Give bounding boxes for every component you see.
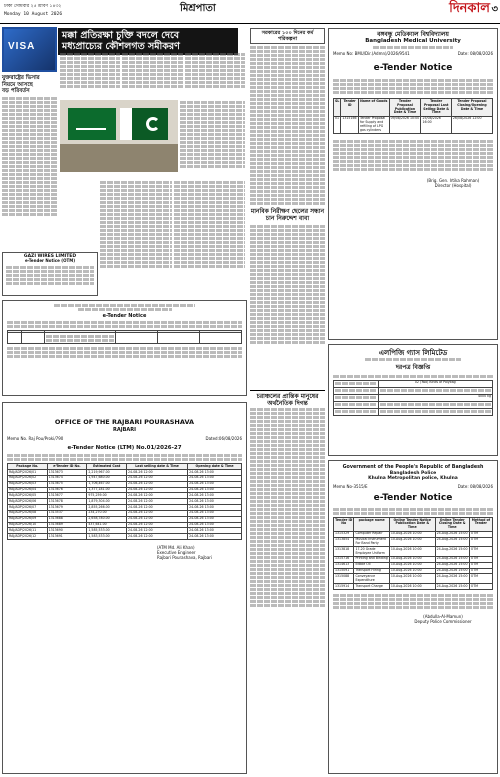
table-cell: RAJ/ADP/2026/01 (8, 470, 48, 476)
table-cell: 10-Aug-2026 10:00 (389, 547, 435, 557)
table-cell: OTM (469, 547, 492, 557)
table-cell: Musical Instrument For Band Party (354, 537, 389, 547)
table-cell: OTM (469, 531, 492, 537)
police-memo: Memo No-3515/E (333, 483, 368, 489)
masthead-strip (0, 0, 500, 24)
lpg-item: 02 (Two) Kinds of Polybag (378, 380, 492, 387)
table-cell: 2,855,266.00 (87, 505, 127, 511)
rajbari-title: OFFICE OF THE RAJBARI POURASHAVA (54, 418, 195, 426)
lower-left-story (100, 180, 245, 298)
visa-subhead-1: যুক্তরাষ্ট্রের ভিসার (2, 75, 40, 81)
table-cell: Edible Oil (354, 562, 389, 568)
table-header-cell: package name (354, 518, 389, 532)
police-row (334, 547, 493, 557)
paper-logo: দিনকাল (449, 1, 490, 16)
police-office: Khulna Metropolitan police, Khulna (368, 476, 458, 482)
table-cell: 24-Aug-2026 15:00 (435, 547, 469, 557)
visa-story-text (2, 96, 57, 246)
table-cell: 17-20 Grade Employee Uniform (354, 547, 389, 557)
table-cell: 1,947,680.00 (87, 475, 127, 481)
bmu-memo: Memo No: BMU/Dir.(Admn)/2026/9541 (333, 50, 410, 56)
visa-subhead-3: বড় পরিবর্তন (2, 88, 30, 95)
rajbari-notice (2, 402, 247, 774)
table-cell: 234,270.00 (87, 510, 127, 516)
police-title: Government of the People's Republic of Bangladesh (342, 465, 484, 470)
table-cell: 1313689 (47, 522, 87, 528)
table-cell: 10-Aug-2026 10:00 (389, 531, 435, 537)
lpg-notice-title: দরপত্র বিজ্ঞপ্তি (395, 364, 431, 372)
table-cell: RAJ/ADP/2026/09 (8, 516, 48, 522)
table-header-cell: Tender Proposal Closing/Opening Date & Time (451, 99, 492, 116)
table-cell: 24-08-26 13:00 (188, 499, 242, 505)
lpg-qty: 4000 kg (378, 394, 492, 401)
table-header-cell: Method of Tender (469, 518, 492, 532)
table-cell: 1313676 (47, 487, 87, 493)
bmu-title-bn: বঙ্গবন্ধু মেডিক্যাল বিশ্ববিদ্যালয় (377, 31, 449, 38)
table-cell: OTM (469, 574, 492, 584)
table-cell: 24-08-26 12:00 (127, 522, 188, 528)
table-cell: Tender Proposal for Supply and refilling of LPG gas cylinders (359, 116, 390, 133)
table-header-cell: Opening date & Time (188, 464, 242, 470)
date-en: Monday 10 August 2026 (4, 11, 63, 17)
table-header-cell: Estimated Cost (87, 464, 127, 470)
table-cell: 437,641.00 (87, 522, 127, 528)
table-header-cell: Online Tender Notice Publication Date & Time (389, 518, 435, 532)
table-cell: OTM (469, 562, 492, 568)
police-row (334, 574, 493, 584)
visa-subhead-2: নিয়মে আসছে (2, 81, 33, 88)
table-header-cell: Name of Goods (359, 99, 390, 116)
table-cell: Printing and Binding (355, 556, 388, 561)
story2-headline: মানবিক নিরীক্ষণ ছেলের সন্ধান চান নিরুদ্দেশ বাবা (250, 208, 325, 223)
rajbari-place: RAJBARI (113, 426, 136, 433)
police-signature (393, 615, 493, 625)
table-cell: 1,879,304.00 (87, 499, 127, 505)
table-header-cell: Online Tender Closing Date & Time (435, 518, 469, 532)
story1-headline: সরকারের ১০০ দিনের কর্ম পরিকল্পনা (250, 28, 325, 44)
pakistan-flag (120, 108, 168, 140)
table-cell: 24-08-26 12:00 (127, 481, 188, 487)
table-header-cell: Tender ID No (334, 518, 354, 532)
table-cell: 1315091 (334, 568, 354, 574)
table-cell: 1315329 (334, 531, 354, 537)
table-cell: 24-08-26 12:00 (127, 493, 188, 499)
table-cell: OTM (469, 568, 492, 574)
rajbari-date: Dated:06/08/2026 (205, 435, 242, 441)
table-cell: 24-08-26 13:00 (188, 470, 242, 476)
middle-lower-story (250, 390, 325, 670)
police-signatory-title: Deputy Police Commissioner (414, 618, 472, 624)
table-cell: 01 (334, 116, 341, 133)
police-table (333, 517, 493, 590)
rajbari-signatory-title: Executive Engineer (157, 549, 196, 555)
table-cell: RAJ/ADP/2026/03 (8, 481, 48, 487)
table-cell: OTM (469, 584, 492, 590)
bmu-signature (413, 179, 493, 189)
table-cell: RAJ/ADP/2026/11 (8, 528, 48, 534)
police-signatory: (Abdulla-Al-Mamun) (423, 613, 463, 619)
table-cell: 1,583,533.00 (87, 534, 127, 540)
page-number: ৩ (491, 4, 498, 15)
table-cell: 26/08/2026 12:00 (451, 116, 492, 133)
police-notice (328, 460, 498, 774)
table-cell: OTM (469, 556, 492, 562)
rajbari-signature (157, 546, 242, 560)
visa-subhead (2, 75, 57, 95)
lead-headline-1: মক্কা প্রতিরক্ষা চুক্তি বদলে দেবে (62, 30, 180, 41)
table-cell: 24-08-26 12:00 (127, 516, 188, 522)
bmu-table (333, 98, 493, 134)
rajbari-row (8, 534, 242, 540)
visa-photo (2, 27, 57, 72)
bmu-row (334, 116, 493, 133)
table-cell: 10-Aug-2026 10:00 (389, 568, 435, 574)
table-cell: RAJ/ADP/2026/08 (8, 510, 48, 516)
table-cell: 975,259.00 (87, 493, 127, 499)
table-header-cell: Last selling date & Time (127, 464, 188, 470)
table-cell: 24-Aug-2026 15:00 (435, 537, 469, 547)
bmu-notice (328, 28, 498, 340)
middle-column (250, 28, 325, 388)
table-cell: 1313854 (334, 537, 354, 547)
table-cell: 1313674 (47, 475, 87, 481)
police-date: Date: 08/08/2026 (457, 483, 493, 489)
lead-story-text (60, 52, 245, 98)
table-cell: 1,706,467.00 (87, 481, 127, 487)
table-cell: 24-08-26 13:00 (188, 493, 242, 499)
rajbari-memo: Memo No. Raj Pou/Proki/790 (7, 435, 64, 441)
bmu-date: Date: 08/08/2026 (457, 50, 493, 56)
table-cell: 1315088 (334, 574, 354, 584)
table-cell: 24-Aug-2026 15:00 (436, 562, 468, 567)
bmu-title-en: Bangladesh Medical University (365, 38, 461, 45)
police-sub: Bangladesh Police (389, 470, 437, 476)
table-cell: 24-08-26 13:00 (188, 481, 242, 487)
table-cell: 1313679 (47, 505, 87, 511)
table-header-cell: Tender Proposal Last Selling Date & Time (421, 99, 451, 116)
lead-story-side-text (180, 100, 245, 172)
table-cell: 1313673 (47, 470, 87, 476)
bmu-notice-title: e-Tender Notice (373, 62, 453, 73)
page-date (4, 4, 62, 17)
table-cell: 1313675 (47, 481, 87, 487)
table-cell: Transport Charge (354, 584, 389, 590)
table-cell: RAJ/ADP/2026/04 (8, 487, 48, 493)
table-cell: 24-08-26 13:00 (188, 528, 242, 534)
table-cell: 10-Aug-2026 10:00 (389, 574, 435, 584)
table-cell: 25/08/2026 16:00 (421, 116, 451, 133)
table-cell: 1315914 (334, 584, 354, 590)
bmu-director: (Brig. Gen. Irtika Rahman) (426, 178, 480, 184)
table-cell: 24-08-26 12:00 (127, 470, 188, 476)
date-bn: ঢাকা সোমবার ২৫ শ্রাবণ ১৪৩২ (4, 4, 62, 9)
mymensingh-notice: e-Tender Notice (2, 300, 247, 396)
table-cell: 24-08-26 13:00 (188, 522, 242, 528)
table-cell: 1315166 (341, 116, 359, 133)
table-cell: 24-Aug-2026 15:00 (435, 574, 469, 584)
gazi-company-name: GAZI WIRES LIMITED (23, 254, 77, 259)
table-cell: RAJ/ADP/2026/05 (8, 493, 48, 499)
table-cell: Conveyance Expenditure (354, 574, 389, 584)
table-cell: 24-Aug-2026 15:00 (436, 531, 468, 536)
table-cell: 24-08-26 13:00 (188, 487, 242, 493)
rajbari-footer: Rajbari Pourashava, Rajbari (157, 554, 213, 560)
lead-headline-2: মধ্যপ্রাচ্যের কৌশলগত সমীকরণ (62, 41, 180, 53)
table-header-cell: SL (334, 99, 341, 116)
table-cell: 24-08-26 13:00 (188, 534, 242, 540)
table-cell: 24-08-26 12:00 (127, 475, 188, 481)
table-cell: 24-08-26 12:00 (127, 528, 188, 534)
table-cell: 10-Aug-2026 10:00 (389, 556, 435, 562)
rajbari-notice-title: e-Tender Notice (LTM) No.01/2026-27 (67, 444, 182, 451)
lpg-notice (328, 344, 498, 456)
table-cell: 1313690 (47, 528, 87, 534)
table-cell: 1313537 (47, 510, 87, 516)
table-cell: 1313818 (334, 547, 354, 557)
police-row (334, 537, 493, 547)
table-cell: RAJ/ADP/2026/10 (8, 522, 48, 528)
table-cell: 24-08-26 12:00 (127, 510, 188, 516)
gazi-notice-title: e-Tender Notice (OTM) (24, 258, 76, 264)
flags-photo (60, 100, 178, 172)
lead-headline-box (58, 28, 238, 55)
police-notice-title: e-Tender Notice (373, 493, 453, 504)
gazi-wires-notice (2, 252, 98, 296)
table-cell: 1313688 (47, 516, 87, 522)
table-cell: Computer Repair (354, 531, 389, 537)
table-cell: 1,585,533.00 (87, 528, 127, 534)
table-cell: 24-08-26 12:00 (127, 487, 188, 493)
table-cell: 10-Aug-2026 10:00 (389, 584, 435, 590)
lpg-company: এলপিজি গ্যাস লিমিটেড (378, 349, 448, 357)
table-cell: 24-08-26 13:00 (188, 510, 242, 516)
table-cell: Transport Hiring (354, 568, 389, 574)
visa-text: VISA (8, 41, 36, 52)
rajbari-table (7, 463, 242, 540)
table-header-cell: Package No. (8, 464, 48, 470)
table-cell: 2,658,780.00 (87, 516, 127, 522)
table-cell: 24-08-26 12:00 (127, 534, 188, 540)
police-row (334, 584, 493, 590)
table-cell: 1313678 (47, 499, 87, 505)
table-header-cell: Tender Proposal Publication Date & Time (389, 99, 421, 116)
table-cell: RAJ/ADP/2026/07 (8, 505, 48, 511)
table-cell: 1314613 (334, 562, 354, 568)
table-cell: OTM (469, 537, 492, 547)
table-cell: 24-08-26 12:00 (127, 505, 188, 511)
table-header-cell: Tender ID (341, 99, 359, 116)
table-cell: 1313691 (47, 534, 87, 540)
table-cell: 10-Aug-2026 10:00 (389, 537, 435, 547)
table-cell: RAJ/ADP/2026/06 (8, 499, 48, 505)
rajbari-signatory: (ATM Md. Ali Khan) (157, 545, 195, 551)
table-cell: 24-08-26 13:00 (188, 516, 242, 522)
table-cell: 24-08-26 13:00 (188, 475, 242, 481)
table-cell: 1,377,181.00 (87, 487, 127, 493)
table-cell: 1315716 (334, 556, 354, 562)
bmu-director-title: Director (Hospital) (434, 182, 472, 188)
table-cell: 24-Aug-2026 15:00 (436, 568, 468, 573)
table-cell: 10-Aug-2026 10:00 (389, 562, 435, 568)
table-header-cell: e-Tender ID No. (47, 464, 87, 470)
story3-headline: চরাঞ্চলের প্রান্তিক মানুষের অর্থনৈতিক দিগন্ত (250, 390, 325, 407)
table-cell: 24-08-26 12:00 (127, 499, 188, 505)
saudi-flag (68, 108, 116, 140)
table-cell: 24-Aug-2026 15:00 (436, 556, 468, 561)
section-title: মিশ্রপাতা (180, 3, 216, 14)
table-cell: 24-08-26 13:00 (188, 505, 242, 511)
table-cell: RAJ/ADP/2026/12 (8, 534, 48, 540)
table-cell: 2,219,967.00 (87, 470, 127, 476)
table-cell: 24-Aug-2026 15:00 (436, 583, 468, 588)
table-cell: 1313677 (47, 493, 87, 499)
table-cell: RAJ/ADP/2026/02 (8, 475, 48, 481)
table-cell: 09/08/2026 10:00 (389, 116, 421, 133)
